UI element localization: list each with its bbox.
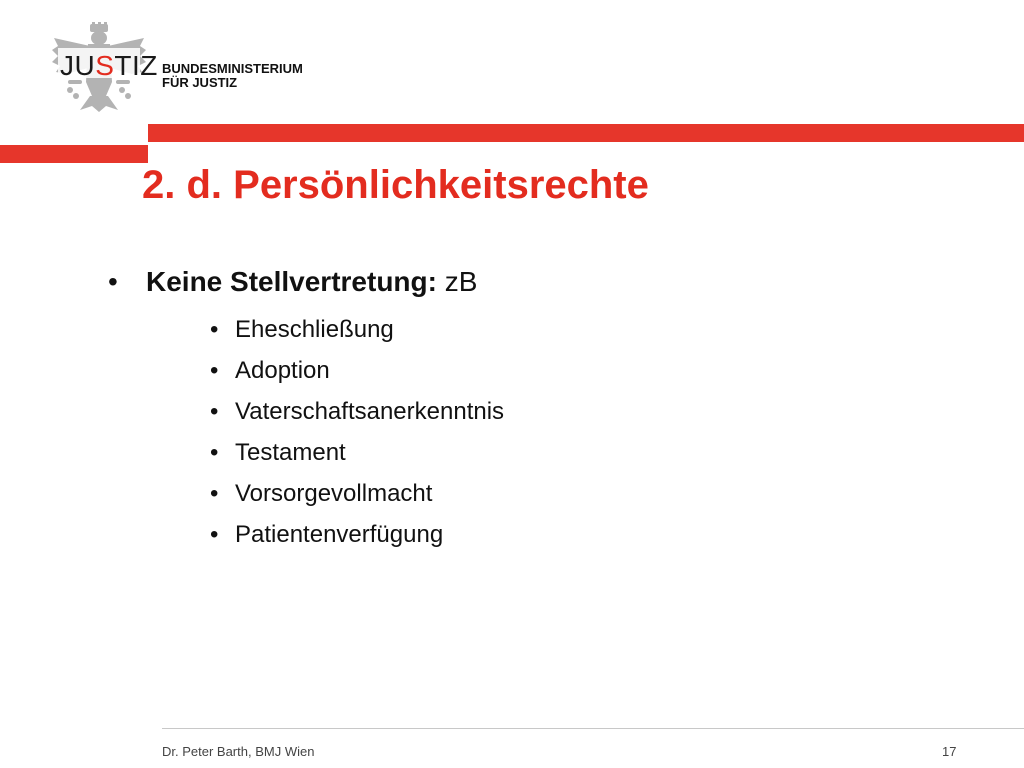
ministry-line-1: BUNDESMINISTERIUM bbox=[162, 61, 303, 76]
bullet-marker: • bbox=[210, 521, 219, 548]
sub-bullet-item bbox=[210, 517, 504, 558]
bullet-marker: • bbox=[210, 398, 219, 425]
sub-bullet-text: Vorsorgevollmacht bbox=[235, 480, 433, 507]
main-bullet-item bbox=[108, 266, 477, 298]
sub-bullet-list bbox=[210, 312, 504, 558]
sub-bullet-text: Patientenverfügung bbox=[235, 521, 444, 548]
main-bullet-text: zB bbox=[436, 266, 478, 297]
footer-divider bbox=[162, 728, 1024, 729]
justiz-wordmark bbox=[60, 50, 158, 82]
sub-bullet-text: Eheschließung bbox=[235, 316, 394, 343]
bullet-marker: • bbox=[108, 266, 118, 297]
sub-bullet-item bbox=[210, 435, 504, 476]
ministry-line-2: FÜR JUSTIZ bbox=[162, 75, 238, 90]
sub-bullet-item bbox=[210, 394, 504, 435]
header-accent-bar-right bbox=[148, 124, 1024, 142]
sub-bullet-item bbox=[210, 312, 504, 353]
wordmark-suffix: TIZ bbox=[114, 50, 158, 81]
bullet-marker: • bbox=[210, 357, 219, 384]
justiz-logo bbox=[50, 22, 350, 117]
footer-author: Dr. Peter Barth, BMJ Wien bbox=[162, 744, 315, 759]
main-bullet-bold-text: Keine Stellvertretung: bbox=[146, 266, 437, 297]
ministry-name bbox=[162, 62, 303, 90]
bullet-marker: • bbox=[210, 316, 219, 343]
header-accent-bar-left bbox=[0, 145, 148, 163]
sub-bullet-text: Adoption bbox=[235, 357, 330, 384]
wordmark-paragraph-symbol: S bbox=[95, 50, 115, 81]
sub-bullet-text: Vaterschaftsanerkenntnis bbox=[235, 398, 505, 425]
sub-bullet-item bbox=[210, 353, 504, 394]
sub-bullet-item bbox=[210, 476, 504, 517]
slide-title: 2. d. Persönlichkeitsrechte bbox=[142, 163, 649, 207]
bullet-marker: • bbox=[210, 480, 219, 507]
page-number: 17 bbox=[942, 744, 957, 759]
sub-bullet-text: Testament bbox=[235, 439, 346, 466]
bullet-marker: • bbox=[210, 439, 219, 466]
wordmark-prefix: JU bbox=[60, 50, 96, 81]
